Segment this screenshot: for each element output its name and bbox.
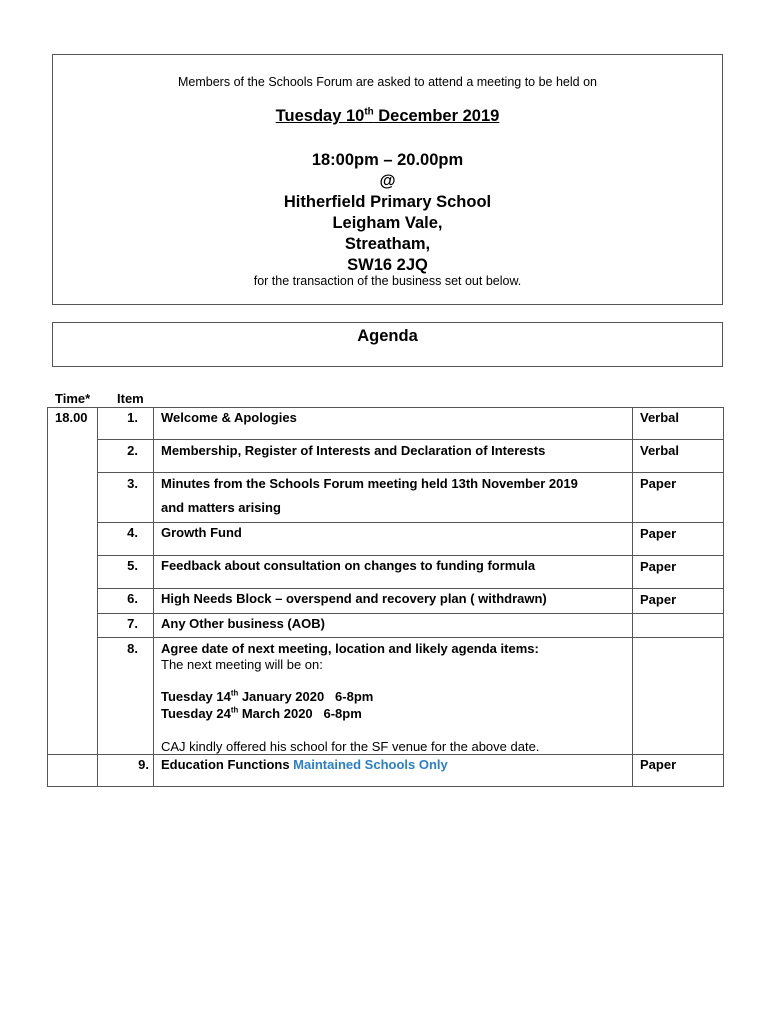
item-number: 3. — [127, 476, 138, 491]
item-type: Paper — [640, 757, 677, 772]
table-border — [47, 754, 724, 755]
meeting-time: 18:00pm – 20.00pm — [311, 151, 464, 169]
transaction-text: for the transaction of the business set out below. — [253, 274, 522, 288]
table-border — [47, 786, 724, 787]
item-title: Feedback about consultation on changes to funding formula — [161, 558, 536, 573]
table-border — [97, 472, 724, 473]
item-number: 8. — [127, 641, 138, 656]
item-title: Education Functions Maintained Schools Only — [161, 757, 448, 772]
item-title: Welcome & Apologies — [161, 410, 297, 425]
table-border — [153, 407, 154, 787]
time-column-header: Time* — [55, 391, 91, 406]
item-number: 1. — [127, 410, 138, 425]
table-border — [97, 555, 724, 556]
venue-line: SW16 2JQ — [347, 256, 428, 274]
next-meeting-date: Tuesday 24th March 2020 6-8pm — [161, 705, 362, 721]
item-column-header: Item — [117, 391, 144, 406]
table-border — [97, 613, 724, 614]
venue-line: Streatham, — [344, 235, 431, 253]
start-time: 18.00 — [55, 410, 88, 425]
item-title: Agree date of next meeting, location and likely agenda items: — [161, 641, 539, 656]
item-title: Growth Fund — [161, 525, 242, 540]
meeting-notice-box — [52, 54, 723, 305]
item-type: Paper — [640, 559, 677, 574]
item-number: 9. — [138, 757, 149, 772]
table-border — [47, 407, 48, 787]
agenda-title: Agenda — [357, 327, 418, 345]
item-type: Paper — [640, 476, 677, 491]
item-number: 5. — [127, 558, 138, 573]
item-type: Paper — [640, 592, 677, 607]
item-type: Verbal — [640, 443, 680, 458]
item-title-continued: and matters arising — [161, 500, 281, 515]
table-border — [97, 588, 724, 589]
item-title: High Needs Block – overspend and recovery plan ( withdrawn) — [161, 591, 547, 606]
item-title: Membership, Register of Interests and Declaration of Interests — [161, 443, 546, 458]
item-note: The next meeting will be on: — [161, 657, 323, 672]
item-number: 4. — [127, 525, 138, 540]
item-title: Minutes from the Schools Forum meeting held 13th November 2019 — [161, 476, 578, 491]
venue-line: Hitherfield Primary School — [283, 193, 492, 211]
venue-line: Leigham Vale, — [332, 214, 443, 232]
item-type: Verbal — [640, 410, 680, 425]
table-border — [723, 407, 724, 787]
table-border — [97, 522, 724, 523]
table-border — [632, 407, 633, 787]
table-border — [97, 637, 724, 638]
intro-text: Members of the Schools Forum are asked to attend a meeting to be held on — [178, 75, 597, 89]
table-border — [47, 407, 724, 408]
venue-footnote: CAJ kindly offered his school for the SF venue for the above date. — [161, 739, 540, 754]
meeting-details — [53, 150, 722, 276]
highlighted-text: Maintained Schools Only — [293, 757, 448, 772]
item-number: 7. — [127, 616, 138, 631]
meeting-date: Tuesday 10th December 2019 — [275, 106, 500, 125]
item-number: 6. — [127, 591, 138, 606]
item-number: 2. — [127, 443, 138, 458]
agenda-heading-box — [52, 322, 723, 367]
table-border — [97, 439, 724, 440]
next-meeting-date: Tuesday 14th January 2020 6-8pm — [161, 688, 374, 704]
item-title: Any Other business (AOB) — [161, 616, 325, 631]
item-type: Paper — [640, 526, 677, 541]
at-sign: @ — [379, 172, 396, 190]
